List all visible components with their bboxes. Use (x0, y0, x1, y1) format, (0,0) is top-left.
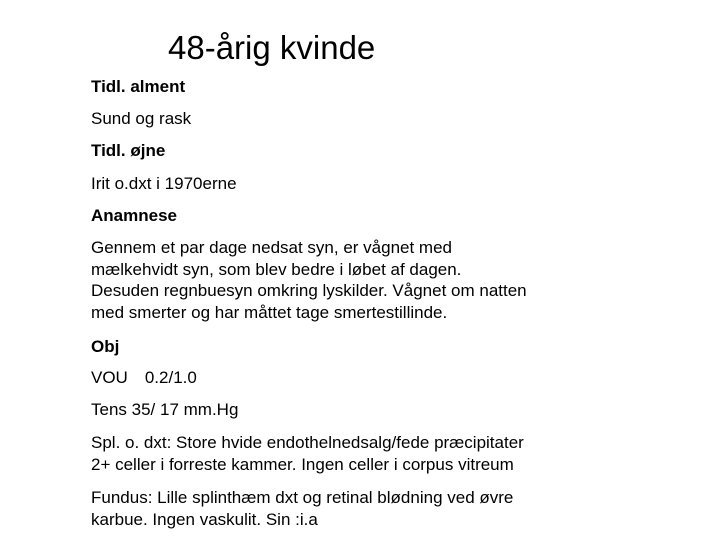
vou-value: 0.2/1.0 (144, 368, 197, 387)
slide-title: 48-årig kvinde (168, 29, 376, 66)
tidl-ojne-heading: Tidl. øjne (91, 141, 166, 160)
vou-label: VOU (91, 368, 128, 387)
obj-heading: Obj (91, 337, 120, 356)
vou-row (91, 367, 197, 389)
tidl-alment-heading: Tidl. alment (91, 77, 186, 96)
anamnese-text: Gennem et par dage nedsat syn, er vågnet med mælkehvidt syn, som blev bedre i løbet af dagen. Desuden regnbuesyn omkring lyskilder. Vågnet om natten med smerter og har måttet tage smertestillinde. (91, 238, 527, 322)
tens-text: Tens 35/ 17 mm.Hg (91, 400, 239, 419)
tidl-ojne-text: Irit o.dxt i 1970erne (91, 174, 237, 193)
tidl-alment-text: Sund og rask (91, 109, 192, 128)
fundus-text: Fundus: Lille splinthæm dxt og retinal blødning ved øvre karbue. Ingen vaskulit. Sin :i.a (91, 488, 514, 529)
anamnese-heading: Anamnese (91, 206, 177, 225)
spl-text: Spl. o. dxt: Store hvide endothelnedsalg/fede præcipitater 2+ celler i forreste kammer. Ingen celler i corpus vitreum (91, 433, 524, 474)
